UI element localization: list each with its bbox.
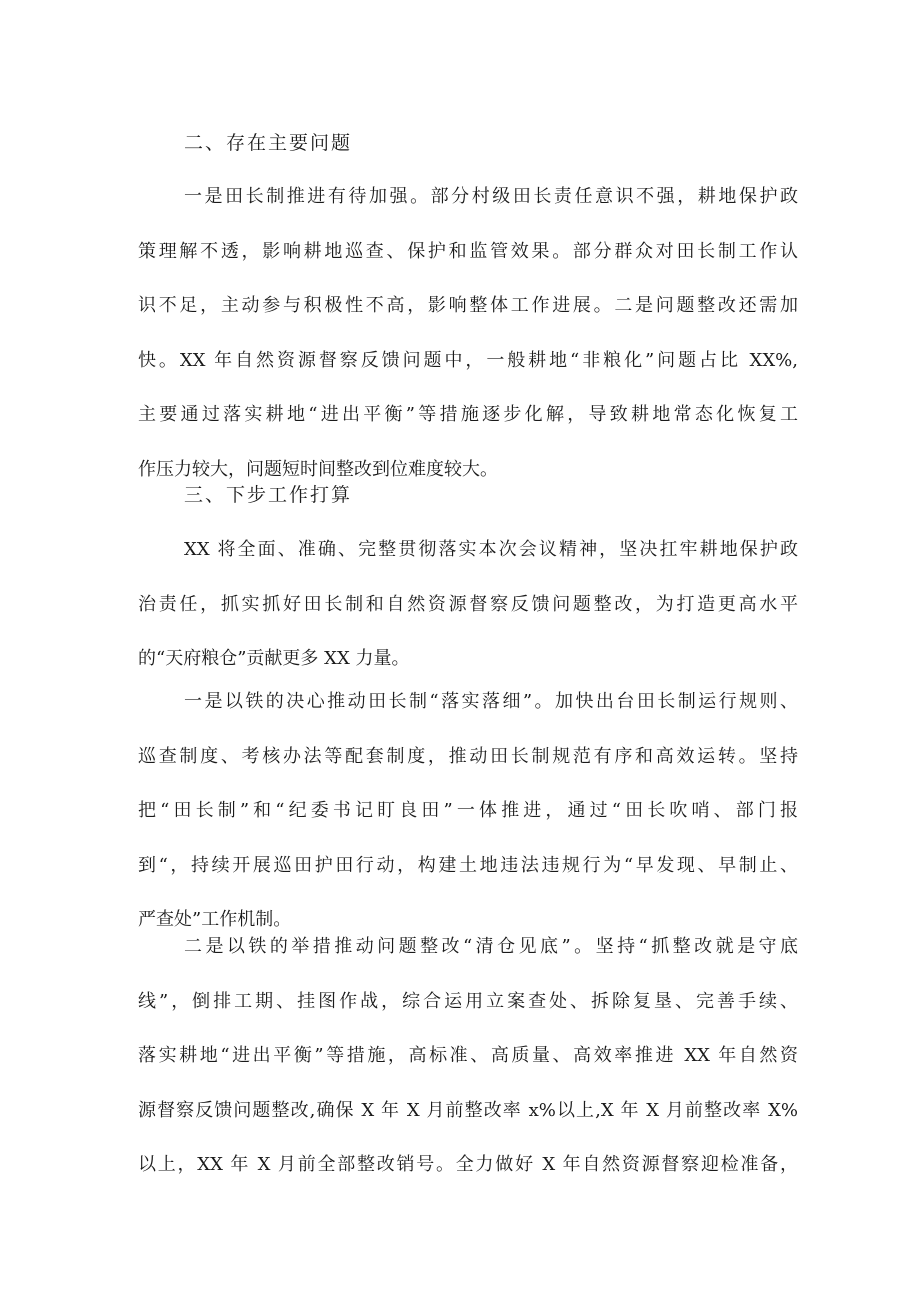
text-line: 严查处”工作机制。 bbox=[138, 909, 292, 931]
text-line: 落实耕地“进出平衡”等措施，高标准、高质量、高效率推进 XX 年自然资 bbox=[138, 1045, 798, 1067]
text-line: 作压力较大，问题短时间整改到位难度较大。 bbox=[138, 458, 498, 480]
text-line: 到“，持续开展巡田护田行动，构建土地违法违规行为“早发现、早制止、 bbox=[138, 854, 798, 876]
text-line: 源督察反馈问题整改,确保 X 年 X 月前整改率 x%以上,X 年 X 月前整改率 X% bbox=[138, 1099, 798, 1121]
text-line: 以上，XX 年 X 月前全部整改销号。全力做好 X 年自然资源督察迎检准备， bbox=[138, 1154, 798, 1176]
text-line: 一是田长制推进有待加强。部分村级田长责任意识不强，耕地保护政 bbox=[184, 186, 798, 207]
text-line: 巡查制度、考核办法等配套制度，推动田长制规范有序和高效运转。坚持 bbox=[138, 745, 798, 767]
paragraph-problems bbox=[138, 185, 798, 513]
paragraph-plans-intro bbox=[138, 538, 798, 702]
text-line: 的“天府粮仓”贡献更多 XX 力量。 bbox=[138, 648, 410, 670]
text-line: XX 将全面、准确、完整贯彻落实本次会议精神，坚决扛牢耕地保护政 bbox=[184, 539, 798, 560]
text-line: 线”，倒排工期、挂图作战，综合运用立案查处、拆除复垦、完善手续、 bbox=[138, 990, 798, 1012]
text-line: 把“田长制”和“纪委书记盯良田”一体推进，通过“田长吹哨、部门报 bbox=[138, 800, 798, 822]
text-line: 识不足，主动参与积极性不高，影响整体工作进展。二是问题整改还需加 bbox=[138, 295, 798, 317]
section-heading-plans: 三、下步工作打算 bbox=[184, 484, 353, 506]
text-line: 一是以铁的决心推动田长制“落实落细”。加快出台田长制运行规则、 bbox=[184, 691, 798, 712]
paragraph-rectification bbox=[138, 935, 798, 1208]
section-heading-problems: 二、存在主要问题 bbox=[184, 132, 353, 154]
text-line: 快。XX 年自然资源督察反馈问题中，一般耕地“非粮化”问题占比 XX%, bbox=[138, 349, 798, 371]
text-line: 二是以铁的举措推动问题整改“清仓见底”。坚持“抓整改就是守底 bbox=[184, 936, 798, 957]
text-line: 治责任，抓实抓好田长制和自然资源督察反馈问题整改，为打造更高水平 bbox=[138, 593, 798, 615]
paragraph-field-chief-system bbox=[138, 690, 798, 963]
text-line: 主要通过落实耕地“进出平衡”等措施逐步化解，导致耕地常态化恢复工 bbox=[138, 404, 798, 426]
text-line: 策理解不透，影响耕地巡查、保护和监管效果。部分群众对田长制工作认 bbox=[138, 240, 798, 262]
